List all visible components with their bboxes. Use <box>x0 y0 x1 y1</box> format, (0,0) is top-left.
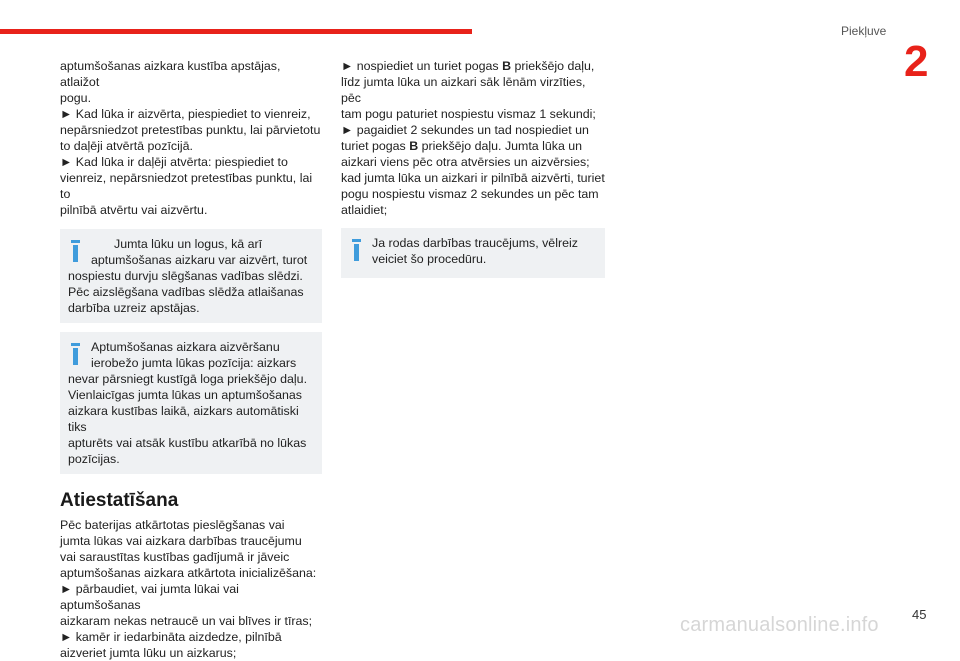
text-line: veiciet šo procedūru. <box>372 252 487 266</box>
button-letter: B <box>409 139 419 153</box>
text-line: vienreiz, nepārsniedzot pretestības punktu, lai to <box>60 171 313 201</box>
note-text <box>68 236 314 316</box>
text-line <box>341 59 594 73</box>
page-number: 45 <box>912 607 927 622</box>
text-span: priekšējo daļu, <box>511 59 595 73</box>
text-line: aptumšošanas aizkara atkārtota inicializēšana: <box>60 566 317 580</box>
text-line: aptumšošanas aizkara kustība apstājas, atlaižot <box>60 59 281 89</box>
text-line: to daļēji atvērtā pozīcijā. <box>60 139 193 153</box>
text-span: priekšējo daļu. Jumta lūka un <box>418 139 583 153</box>
chapter-number: 2 <box>904 37 929 86</box>
left-column <box>60 58 322 661</box>
text-line: Vienlaicīgas jumta lūkas un aptumšošanas <box>68 388 302 402</box>
info-icon <box>71 240 80 262</box>
text-line: nevar pārsniegt kustīgā loga priekšējo daļu. <box>68 372 308 386</box>
text-line: tam pogu paturiet nospiestu vismaz 1 sekundi; <box>341 107 596 121</box>
text-span: ► nospiediet un turiet pogas <box>341 59 503 73</box>
text-line: nospiestu durvju slēgšanas vadības slēdzi. <box>68 269 303 283</box>
header-accent-bar <box>0 29 472 34</box>
text-line: Pēc baterijas atkārtotas pieslēgšanas vai <box>60 518 285 532</box>
paragraph-steps <box>341 58 605 218</box>
button-letter: B <box>502 59 512 73</box>
info-note <box>60 332 322 474</box>
text-line: ► pārbaudiet, vai jumta lūkai vai aptumšošanas <box>60 582 239 612</box>
text-line: līdz jumta lūka un aizkari sāk lēnām virzīties, pēc <box>341 75 586 105</box>
section-heading: Atiestatīšana <box>60 490 179 511</box>
text-line: nepārsniedzot pretestības punktu, lai pārvietotu <box>60 123 321 137</box>
paragraph-reset <box>60 517 322 661</box>
text-line: darbība uzreiz apstājas. <box>68 301 200 315</box>
text-line: aizkaram nekas netraucē un vai blīves ir tīras; <box>60 614 313 628</box>
text-line: ierobežo jumta lūkas pozīcija: aizkars <box>91 356 297 370</box>
text-line: aizveriet jumta lūku un aizkarus; <box>60 646 237 660</box>
text-line: pozīcijas. <box>68 452 120 466</box>
text-line: Pēc aizslēgšana vadības slēdža atlaišanas <box>68 285 304 299</box>
text-line: Jumta lūku un logus, kā arī <box>114 237 263 251</box>
info-icon <box>71 343 80 365</box>
text-line: ► kamēr ir iedarbināta aizdedze, pilnībā <box>60 630 282 644</box>
text-line: atlaidiet; <box>341 203 388 217</box>
text-line: aizkara kustības laikā, aizkars automātiski tiks <box>68 404 299 434</box>
info-note <box>60 229 322 323</box>
text-line: jumta lūkas vai aizkara darbības traucējumu <box>60 534 302 548</box>
note-text <box>68 339 314 467</box>
text-line <box>341 139 582 153</box>
text-line: Aptumšošanas aizkara aizvēršanu <box>91 340 280 354</box>
text-line: ► Kad lūka ir aizvērta, piespiediet to vienreiz, <box>60 107 311 121</box>
info-icon <box>352 239 361 261</box>
text-line: vai saraustītas kustības gadījumā ir jāveic <box>60 550 290 564</box>
watermark-text: carmanualsonline.info <box>680 614 879 636</box>
section-title: Piekļuve <box>841 24 887 38</box>
text-line: aizkari viens pēc otra atvērsies un aizvērsies; <box>341 155 590 169</box>
text-line: kad jumta lūka un aizkari ir pilnībā aizvērti, turiet <box>341 171 605 185</box>
text-line: pilnībā atvērtu vai aizvērtu. <box>60 203 208 217</box>
text-span: turiet pogas <box>341 139 410 153</box>
text-line: ► Kad lūka ir daļēji atvērta: piespiediet to <box>60 155 288 169</box>
text-line: pogu. <box>60 91 92 105</box>
note-text <box>349 235 597 271</box>
info-note <box>341 228 605 278</box>
paragraph-intro <box>60 58 322 218</box>
text-line: aptumšošanas aizkaru var aizvērt, turot <box>91 253 308 267</box>
text-line: ► pagaidiet 2 sekundes un tad nospiediet un <box>341 123 589 137</box>
text-line: pogu nospiestu vismaz 2 sekundes un pēc tam <box>341 187 599 201</box>
right-column <box>341 58 605 278</box>
text-line: apturēts vai atsāk kustību atkarībā no lūkas <box>68 436 307 450</box>
text-line: Ja rodas darbības traucējums, vēlreiz <box>372 236 578 250</box>
